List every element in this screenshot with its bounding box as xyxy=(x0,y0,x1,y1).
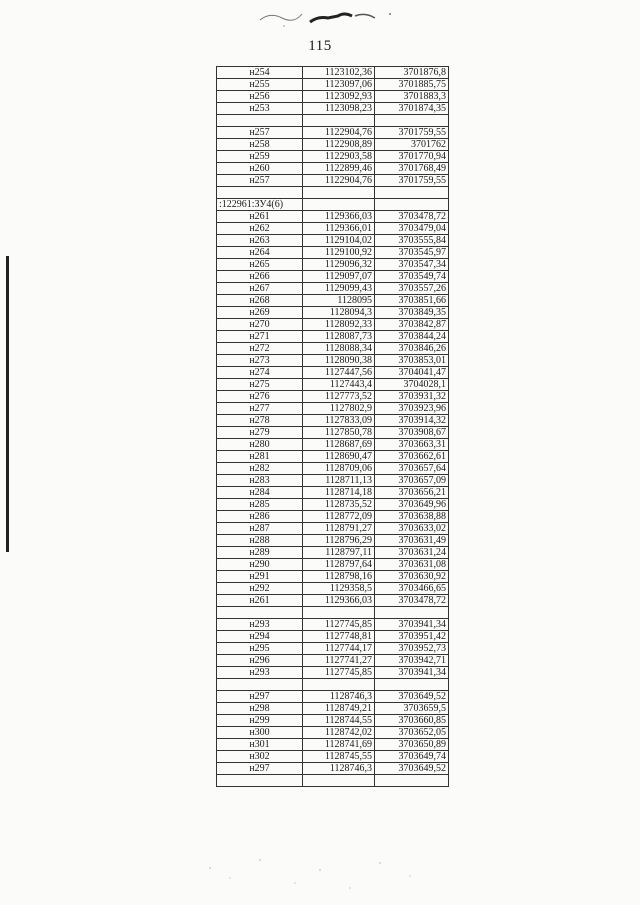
x-coordinate-cell xyxy=(303,115,375,127)
y-coordinate-cell: 3703557,26 xyxy=(375,283,449,295)
point-cell: н273 xyxy=(217,355,303,367)
point-cell: н263 xyxy=(217,235,303,247)
y-coordinate-cell: 3701762 xyxy=(375,139,449,151)
table-row xyxy=(217,343,449,355)
point-cell: н261 xyxy=(217,595,303,607)
point-cell xyxy=(217,115,303,127)
y-coordinate-cell: 3703908,67 xyxy=(375,427,449,439)
scan-artifact-top xyxy=(240,2,410,32)
x-coordinate-cell: 1128088,34 xyxy=(303,343,375,355)
y-coordinate-cell: 3701883,3 xyxy=(375,91,449,103)
table-row xyxy=(217,691,449,703)
y-coordinate-cell: 3703660,85 xyxy=(375,715,449,727)
x-coordinate-cell: 1128711,13 xyxy=(303,475,375,487)
x-coordinate-cell: 1128797,64 xyxy=(303,559,375,571)
y-coordinate-cell: 3703923,96 xyxy=(375,403,449,415)
table-row xyxy=(217,463,449,475)
x-coordinate-cell: 1128687,69 xyxy=(303,439,375,451)
table-row xyxy=(217,163,449,175)
point-cell: н298 xyxy=(217,703,303,715)
point-cell: н283 xyxy=(217,475,303,487)
table-row xyxy=(217,223,449,235)
y-coordinate-cell: 3703649,52 xyxy=(375,691,449,703)
table-row xyxy=(217,679,449,691)
y-coordinate-cell xyxy=(375,775,449,787)
x-coordinate-cell: 1128092,33 xyxy=(303,319,375,331)
table-row xyxy=(217,427,449,439)
table-row xyxy=(217,499,449,511)
point-cell xyxy=(217,679,303,691)
y-coordinate-cell: 3704028,1 xyxy=(375,379,449,391)
point-cell: н261 xyxy=(217,211,303,223)
y-coordinate-cell: 3701876,8 xyxy=(375,67,449,79)
x-coordinate-cell: 1127447,56 xyxy=(303,367,375,379)
table-row xyxy=(217,91,449,103)
x-coordinate-cell: 1128087,73 xyxy=(303,331,375,343)
y-coordinate-cell: 3703649,96 xyxy=(375,499,449,511)
y-coordinate-cell: 3703952,73 xyxy=(375,643,449,655)
y-coordinate-cell: 3703849,35 xyxy=(375,307,449,319)
x-coordinate-cell: 1129099,43 xyxy=(303,283,375,295)
y-coordinate-cell: 3703942,71 xyxy=(375,655,449,667)
y-coordinate-cell: 3701770,94 xyxy=(375,151,449,163)
y-coordinate-cell: 3703478,72 xyxy=(375,211,449,223)
y-coordinate-cell: 3703549,74 xyxy=(375,271,449,283)
table-row xyxy=(217,475,449,487)
table-row xyxy=(217,379,449,391)
point-cell: н274 xyxy=(217,367,303,379)
point-cell: н297 xyxy=(217,763,303,775)
table-row xyxy=(217,559,449,571)
y-coordinate-cell: 3701768,49 xyxy=(375,163,449,175)
point-cell: н289 xyxy=(217,547,303,559)
x-coordinate-cell: 1127741,27 xyxy=(303,655,375,667)
x-coordinate-cell: 1128742,02 xyxy=(303,727,375,739)
x-coordinate-cell: 1128094,3 xyxy=(303,307,375,319)
y-coordinate-cell: 3701874,35 xyxy=(375,103,449,115)
table-row xyxy=(217,595,449,607)
point-cell: н278 xyxy=(217,415,303,427)
table-row xyxy=(217,583,449,595)
y-coordinate-cell xyxy=(375,607,449,619)
table-row xyxy=(217,739,449,751)
table-row xyxy=(217,511,449,523)
x-coordinate-cell: 1129366,03 xyxy=(303,595,375,607)
y-coordinate-cell: 3703631,08 xyxy=(375,559,449,571)
table-row xyxy=(217,655,449,667)
point-cell: н268 xyxy=(217,295,303,307)
table-row xyxy=(217,331,449,343)
point-cell: н286 xyxy=(217,511,303,523)
x-coordinate-cell: 1128798,16 xyxy=(303,571,375,583)
x-coordinate-cell: 1127745,85 xyxy=(303,667,375,679)
table-row xyxy=(217,127,449,139)
table-row xyxy=(217,295,449,307)
coordinates-table xyxy=(216,66,449,787)
x-coordinate-cell: 1127833,09 xyxy=(303,415,375,427)
y-coordinate-cell: 3703663,31 xyxy=(375,439,449,451)
table-row xyxy=(217,451,449,463)
y-coordinate-cell: 3701759,55 xyxy=(375,127,449,139)
table-row xyxy=(217,319,449,331)
y-coordinate-cell: 3703657,09 xyxy=(375,475,449,487)
point-cell: н284 xyxy=(217,487,303,499)
x-coordinate-cell: 1128746,3 xyxy=(303,763,375,775)
table-row xyxy=(217,259,449,271)
table-row xyxy=(217,775,449,787)
point-cell xyxy=(217,607,303,619)
y-coordinate-cell: 3701885,75 xyxy=(375,79,449,91)
point-cell: н296 xyxy=(217,655,303,667)
point-cell: н293 xyxy=(217,619,303,631)
point-cell: н293 xyxy=(217,667,303,679)
x-coordinate-cell: 1127773,52 xyxy=(303,391,375,403)
point-cell: н264 xyxy=(217,247,303,259)
table-row xyxy=(217,235,449,247)
page-number: 115 xyxy=(308,38,332,54)
point-cell: н280 xyxy=(217,439,303,451)
table-row xyxy=(217,571,449,583)
table-row xyxy=(217,271,449,283)
point-cell: н256 xyxy=(217,91,303,103)
y-coordinate-cell: 3703638,88 xyxy=(375,511,449,523)
y-coordinate-cell: 3703652,05 xyxy=(375,727,449,739)
point-cell: н285 xyxy=(217,499,303,511)
y-coordinate-cell: 3703931,32 xyxy=(375,391,449,403)
x-coordinate-cell: 1122904,76 xyxy=(303,127,375,139)
table-row xyxy=(217,115,449,127)
point-cell: н292 xyxy=(217,583,303,595)
y-coordinate-cell: 3704041,47 xyxy=(375,367,449,379)
y-coordinate-cell: 3703631,24 xyxy=(375,547,449,559)
point-cell: н270 xyxy=(217,319,303,331)
point-cell: н297 xyxy=(217,691,303,703)
point-cell: н282 xyxy=(217,463,303,475)
y-coordinate-cell: 3703478,72 xyxy=(375,595,449,607)
table-row xyxy=(217,703,449,715)
y-coordinate-cell: 3703842,87 xyxy=(375,319,449,331)
x-coordinate-cell: 1122904,76 xyxy=(303,175,375,187)
table-row xyxy=(217,247,449,259)
table-row xyxy=(217,751,449,763)
y-coordinate-cell: 3703650,89 xyxy=(375,739,449,751)
x-coordinate-cell: 1129104,02 xyxy=(303,235,375,247)
table-row xyxy=(217,391,449,403)
scan-artifact-bottom xyxy=(200,848,440,898)
point-cell: н269 xyxy=(217,307,303,319)
y-coordinate-cell: 3701759,55 xyxy=(375,175,449,187)
table-row xyxy=(217,175,449,187)
table-row xyxy=(217,403,449,415)
point-cell: н260 xyxy=(217,163,303,175)
y-coordinate-cell: 3703951,42 xyxy=(375,631,449,643)
x-coordinate-cell: 1127745,85 xyxy=(303,619,375,631)
point-cell: н290 xyxy=(217,559,303,571)
point-cell: н254 xyxy=(217,67,303,79)
x-coordinate-cell: 1128709,06 xyxy=(303,463,375,475)
y-coordinate-cell xyxy=(375,115,449,127)
x-coordinate-cell xyxy=(303,679,375,691)
table-row xyxy=(217,439,449,451)
table-row xyxy=(217,535,449,547)
point-cell: н299 xyxy=(217,715,303,727)
point-cell: н265 xyxy=(217,259,303,271)
x-coordinate-cell xyxy=(303,775,375,787)
x-coordinate-cell: 1128791,27 xyxy=(303,523,375,535)
x-coordinate-cell: 1129366,01 xyxy=(303,223,375,235)
x-coordinate-cell: 1128744,55 xyxy=(303,715,375,727)
y-coordinate-cell xyxy=(375,679,449,691)
x-coordinate-cell: 1129100,92 xyxy=(303,247,375,259)
table-row xyxy=(217,415,449,427)
point-cell: н257 xyxy=(217,175,303,187)
y-coordinate-cell: 3703466,65 xyxy=(375,583,449,595)
table-row xyxy=(217,79,449,91)
y-coordinate-cell: 3703479,04 xyxy=(375,223,449,235)
table-row xyxy=(217,139,449,151)
y-coordinate-cell: 3703657,64 xyxy=(375,463,449,475)
x-coordinate-cell: 1123092,93 xyxy=(303,91,375,103)
x-coordinate-cell: 1129358,5 xyxy=(303,583,375,595)
y-coordinate-cell xyxy=(375,187,449,199)
table-row xyxy=(217,619,449,631)
point-cell xyxy=(217,775,303,787)
point-cell: н266 xyxy=(217,271,303,283)
y-coordinate-cell: 3703914,32 xyxy=(375,415,449,427)
y-coordinate-cell: 3703649,52 xyxy=(375,763,449,775)
table-row xyxy=(217,607,449,619)
point-cell: н275 xyxy=(217,379,303,391)
x-coordinate-cell: 1128690,47 xyxy=(303,451,375,463)
table-row xyxy=(217,67,449,79)
point-cell: н276 xyxy=(217,391,303,403)
x-coordinate-cell: 1128749,21 xyxy=(303,703,375,715)
y-coordinate-cell: 3703659,5 xyxy=(375,703,449,715)
point-cell: :122961:ЗУ4(6) xyxy=(217,199,303,211)
table-row xyxy=(217,667,449,679)
point-cell: н294 xyxy=(217,631,303,643)
table-section-header xyxy=(217,199,449,211)
table-row xyxy=(217,211,449,223)
x-coordinate-cell: 1123098,23 xyxy=(303,103,375,115)
x-coordinate-cell: 1128735,52 xyxy=(303,499,375,511)
x-coordinate-cell: 1127802,9 xyxy=(303,403,375,415)
point-cell: н295 xyxy=(217,643,303,655)
point-cell: н257 xyxy=(217,127,303,139)
point-cell: н253 xyxy=(217,103,303,115)
point-cell xyxy=(217,187,303,199)
point-cell: н291 xyxy=(217,571,303,583)
y-coordinate-cell: 3703545,97 xyxy=(375,247,449,259)
y-coordinate-cell: 3703547,34 xyxy=(375,259,449,271)
point-cell: н277 xyxy=(217,403,303,415)
table-row xyxy=(217,715,449,727)
x-coordinate-cell: 1128772,09 xyxy=(303,511,375,523)
point-cell: н262 xyxy=(217,223,303,235)
x-coordinate-cell xyxy=(303,607,375,619)
point-cell: н267 xyxy=(217,283,303,295)
y-coordinate-cell: 3703851,66 xyxy=(375,295,449,307)
table-row xyxy=(217,103,449,115)
y-coordinate-cell: 3703844,24 xyxy=(375,331,449,343)
x-coordinate-cell: 1128797,11 xyxy=(303,547,375,559)
table-row xyxy=(217,187,449,199)
x-coordinate-cell: 1127850,78 xyxy=(303,427,375,439)
y-coordinate-cell: 3703853,01 xyxy=(375,355,449,367)
point-cell: н272 xyxy=(217,343,303,355)
x-coordinate-cell: 1128090,38 xyxy=(303,355,375,367)
y-coordinate-cell: 3703846,26 xyxy=(375,343,449,355)
point-cell: н287 xyxy=(217,523,303,535)
table-row xyxy=(217,547,449,559)
table-row xyxy=(217,307,449,319)
table-row xyxy=(217,643,449,655)
x-coordinate-cell: 1122908,89 xyxy=(303,139,375,151)
y-coordinate-cell: 3703555,84 xyxy=(375,235,449,247)
table-row xyxy=(217,355,449,367)
x-coordinate-cell: 1129097,07 xyxy=(303,271,375,283)
x-coordinate-cell: 1122899,46 xyxy=(303,163,375,175)
x-coordinate-cell: 1123102,36 xyxy=(303,67,375,79)
x-coordinate-cell: 1128796,29 xyxy=(303,535,375,547)
x-coordinate-cell: 1128746,3 xyxy=(303,691,375,703)
point-cell: н302 xyxy=(217,751,303,763)
y-coordinate-cell: 3703631,49 xyxy=(375,535,449,547)
x-coordinate-cell: 1122903,58 xyxy=(303,151,375,163)
table-row xyxy=(217,283,449,295)
x-coordinate-cell: 1129096,32 xyxy=(303,259,375,271)
x-coordinate-cell: 1128095 xyxy=(303,295,375,307)
x-coordinate-cell: 1128741,69 xyxy=(303,739,375,751)
point-cell: н258 xyxy=(217,139,303,151)
y-coordinate-cell: 3703941,34 xyxy=(375,619,449,631)
point-cell: н300 xyxy=(217,727,303,739)
x-coordinate-cell xyxy=(303,187,375,199)
x-coordinate-cell: 1128745,55 xyxy=(303,751,375,763)
table-row xyxy=(217,763,449,775)
point-cell: н301 xyxy=(217,739,303,751)
table-row xyxy=(217,523,449,535)
x-coordinate-cell: 1129366,03 xyxy=(303,211,375,223)
point-cell: н281 xyxy=(217,451,303,463)
point-cell: н255 xyxy=(217,79,303,91)
coordinates-table-body xyxy=(217,67,449,787)
table-row xyxy=(217,727,449,739)
x-coordinate-cell: 1127748,81 xyxy=(303,631,375,643)
scan-margin-bar xyxy=(6,256,9,552)
x-coordinate-cell xyxy=(303,199,375,211)
y-coordinate-cell: 3703630,92 xyxy=(375,571,449,583)
y-coordinate-cell: 3703633,02 xyxy=(375,523,449,535)
table-row xyxy=(217,367,449,379)
table-row xyxy=(217,487,449,499)
point-cell: н279 xyxy=(217,427,303,439)
y-coordinate-cell: 3703649,74 xyxy=(375,751,449,763)
x-coordinate-cell: 1128714,18 xyxy=(303,487,375,499)
y-coordinate-cell: 3703656,21 xyxy=(375,487,449,499)
x-coordinate-cell: 1127744,17 xyxy=(303,643,375,655)
table-row xyxy=(217,151,449,163)
x-coordinate-cell: 1123097,06 xyxy=(303,79,375,91)
point-cell: н271 xyxy=(217,331,303,343)
y-coordinate-cell: 3703941,34 xyxy=(375,667,449,679)
table-row xyxy=(217,631,449,643)
x-coordinate-cell: 1127443,4 xyxy=(303,379,375,391)
point-cell: н288 xyxy=(217,535,303,547)
point-cell: н259 xyxy=(217,151,303,163)
y-coordinate-cell: 3703662,61 xyxy=(375,451,449,463)
y-coordinate-cell xyxy=(375,199,449,211)
